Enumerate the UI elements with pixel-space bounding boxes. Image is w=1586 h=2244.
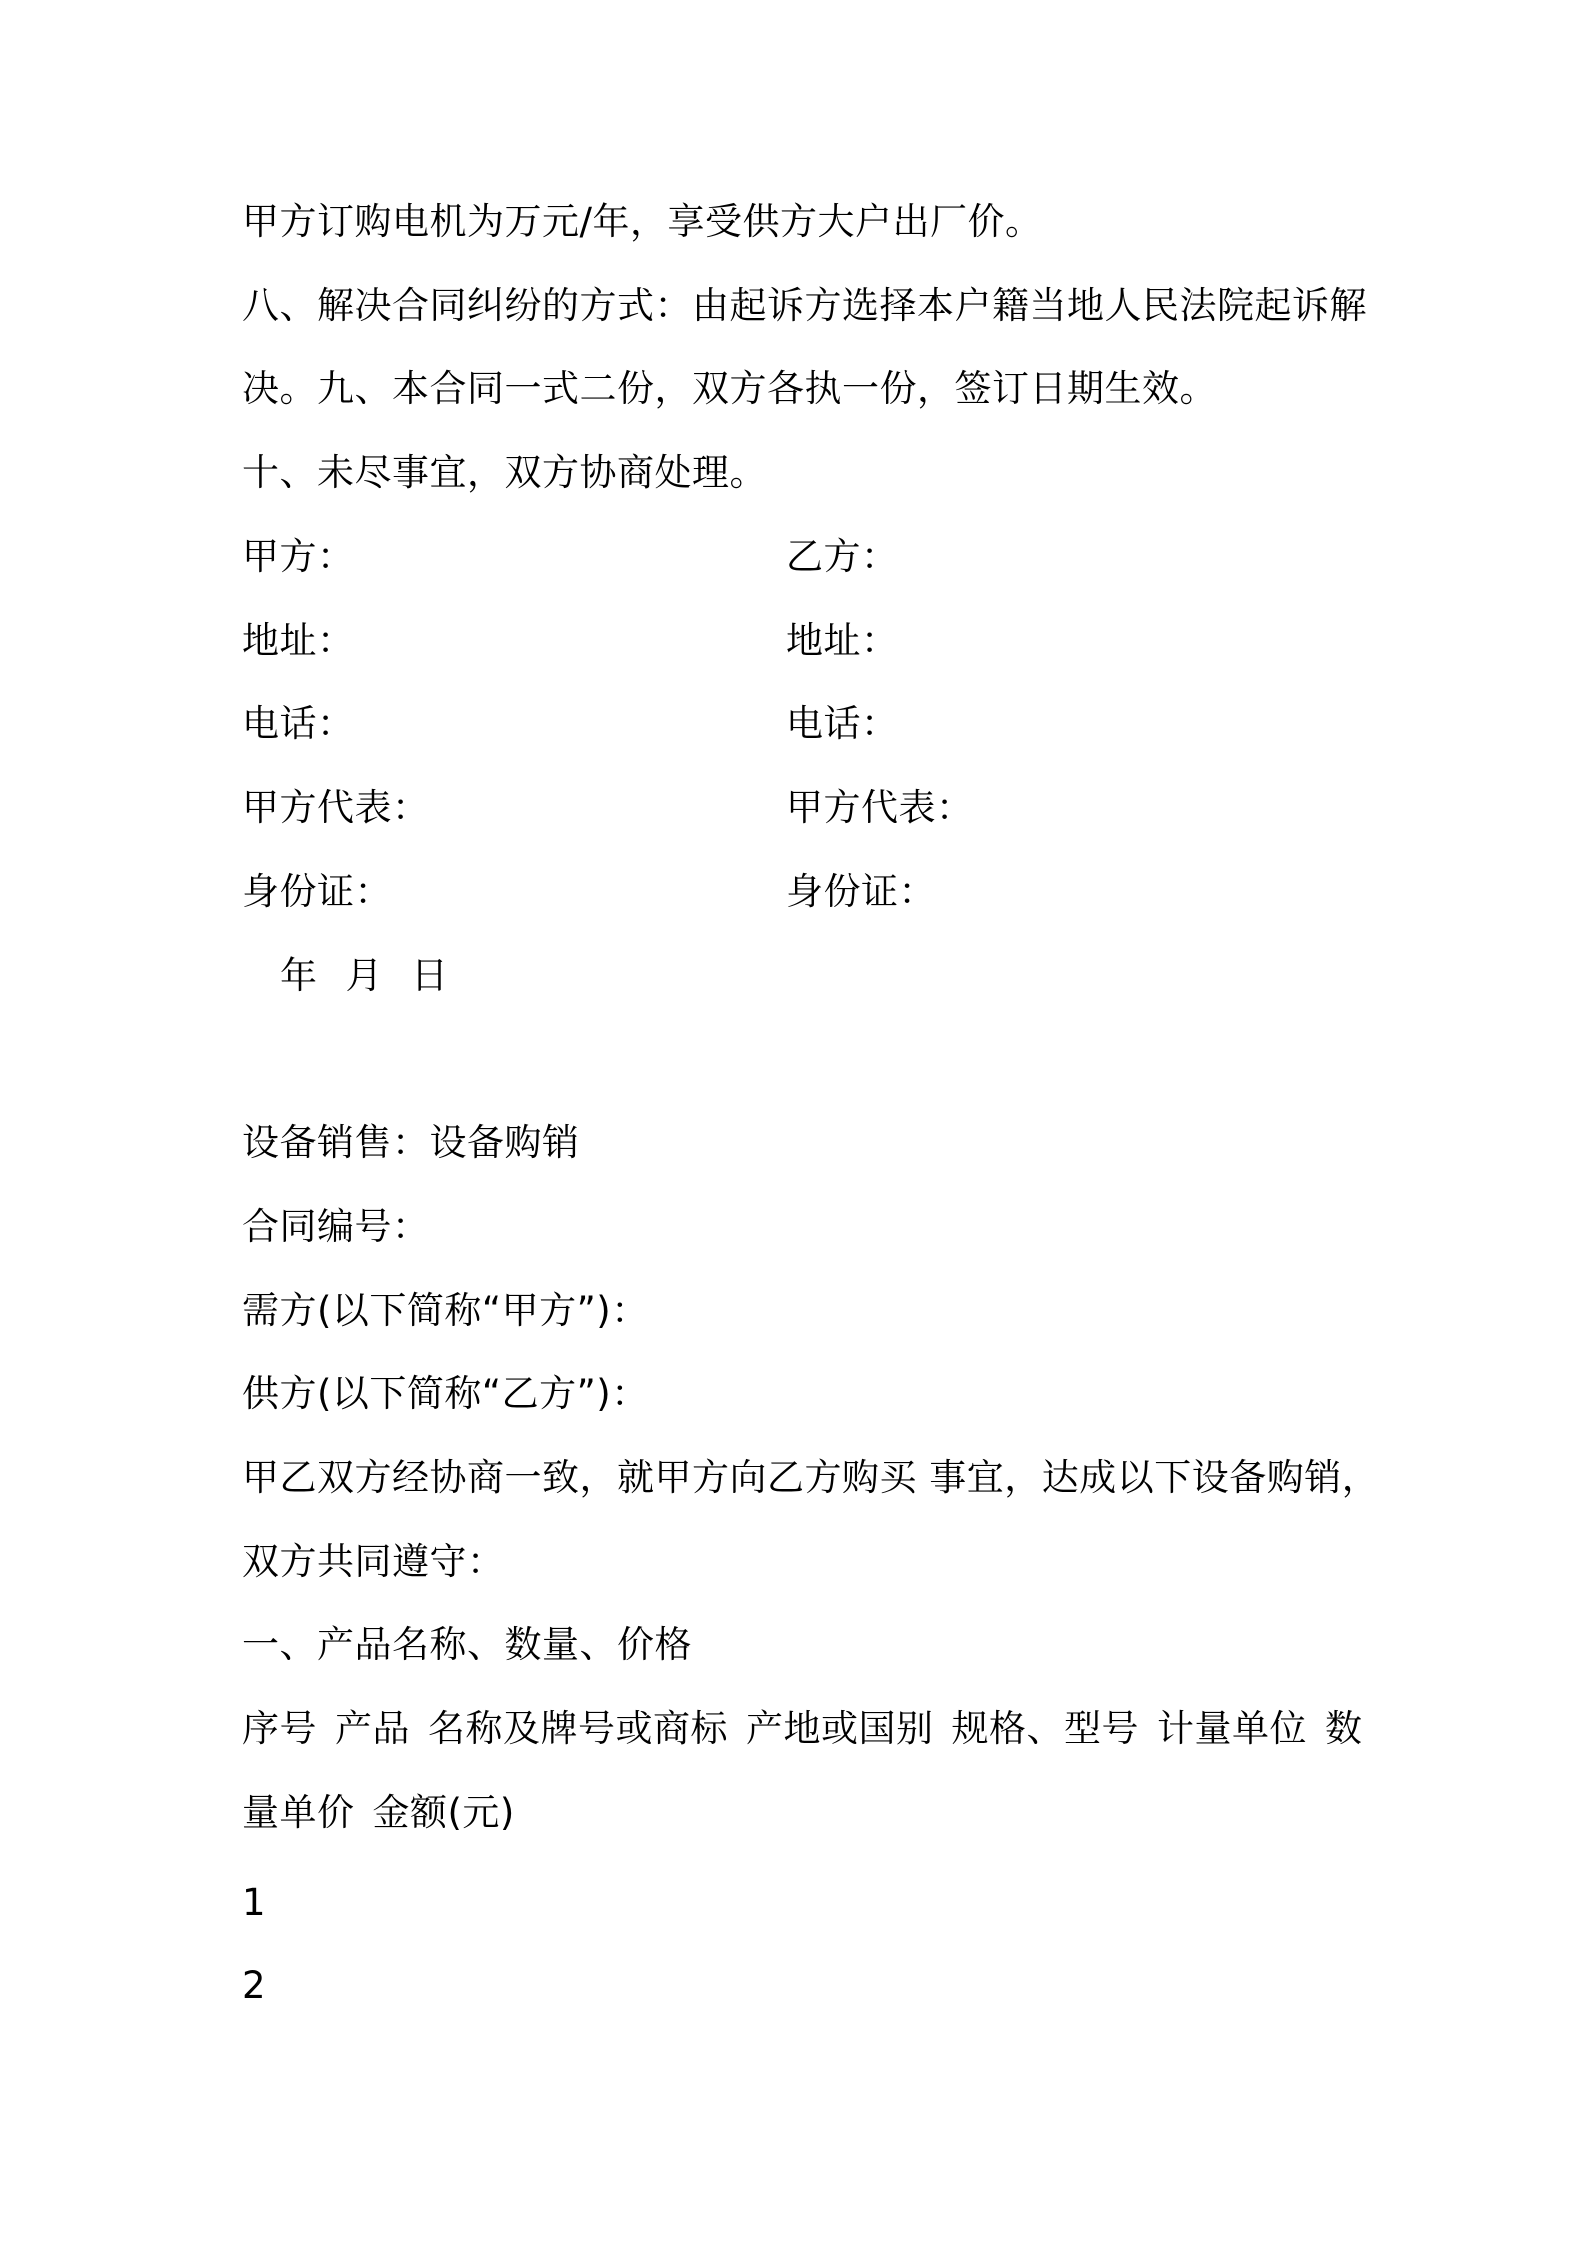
party-a-representative-label: 甲方代表：: [242, 786, 430, 829]
party-b-phone-label: 电话：: [786, 702, 899, 745]
table-header-continued: [242, 1791, 515, 1835]
header-index: 序号: [242, 1707, 317, 1750]
text-line: 甲方订购电机为万元/年，享受供方大户出厂价。: [242, 200, 1043, 243]
party-a-label: 甲方：: [242, 535, 355, 578]
header-quantity-price: 量单价: [242, 1791, 355, 1834]
date-month: 月: [345, 954, 383, 997]
party-b-address-label: 地址：: [786, 619, 899, 662]
date-year: 年: [280, 954, 318, 997]
text-line: 十、未尽事宜，双方协商处理。: [242, 451, 767, 494]
text-line: 八、解决合同纠纷的方式：由起诉方选择本户籍当地人民法院起诉解: [242, 284, 1367, 327]
intro-text: 双方共同遵守：: [242, 1540, 505, 1583]
contract-title: 设备销售：设备购销: [242, 1121, 580, 1164]
header-name-brand: 名称及牌号或商标: [428, 1707, 728, 1750]
party-b-id-label: 身份证：: [786, 870, 936, 913]
table-row-index: 2: [242, 1964, 267, 2007]
party-a-address-label: 地址：: [242, 619, 355, 662]
party-a-phone-label: 电话：: [242, 702, 355, 745]
date-day: 日: [411, 954, 449, 997]
header-amount: 金额(元): [372, 1791, 515, 1834]
signing-date: [280, 954, 449, 998]
contract-number-label: 合同编号：: [242, 1205, 430, 1248]
party-b-label: 乙方：: [786, 535, 899, 578]
section-heading: 一、产品名称、数量、价格: [242, 1623, 692, 1666]
header-quantity-part: 数: [1325, 1707, 1363, 1750]
table-row-index: 1: [242, 1881, 267, 1924]
intro-text: 甲乙双方经协商一致，就甲方向乙方购买 事宜，达成以下设备购销，: [242, 1456, 1380, 1499]
party-b-representative-label: 甲方代表：: [786, 786, 974, 829]
header-product: 产品: [335, 1707, 410, 1750]
table-header: [242, 1707, 1363, 1751]
header-spec: 规格、型号: [951, 1707, 1139, 1750]
seller-label: 供方(以下简称“乙方”)：: [242, 1372, 649, 1415]
party-a-id-label: 身份证：: [242, 870, 392, 913]
text-line: 决。九、本合同一式二份，双方各执一份，签订日期生效。: [242, 367, 1217, 410]
buyer-label: 需方(以下简称“甲方”)：: [242, 1289, 649, 1332]
header-origin: 产地或国别: [746, 1707, 934, 1750]
header-unit: 计量单位: [1157, 1707, 1307, 1750]
